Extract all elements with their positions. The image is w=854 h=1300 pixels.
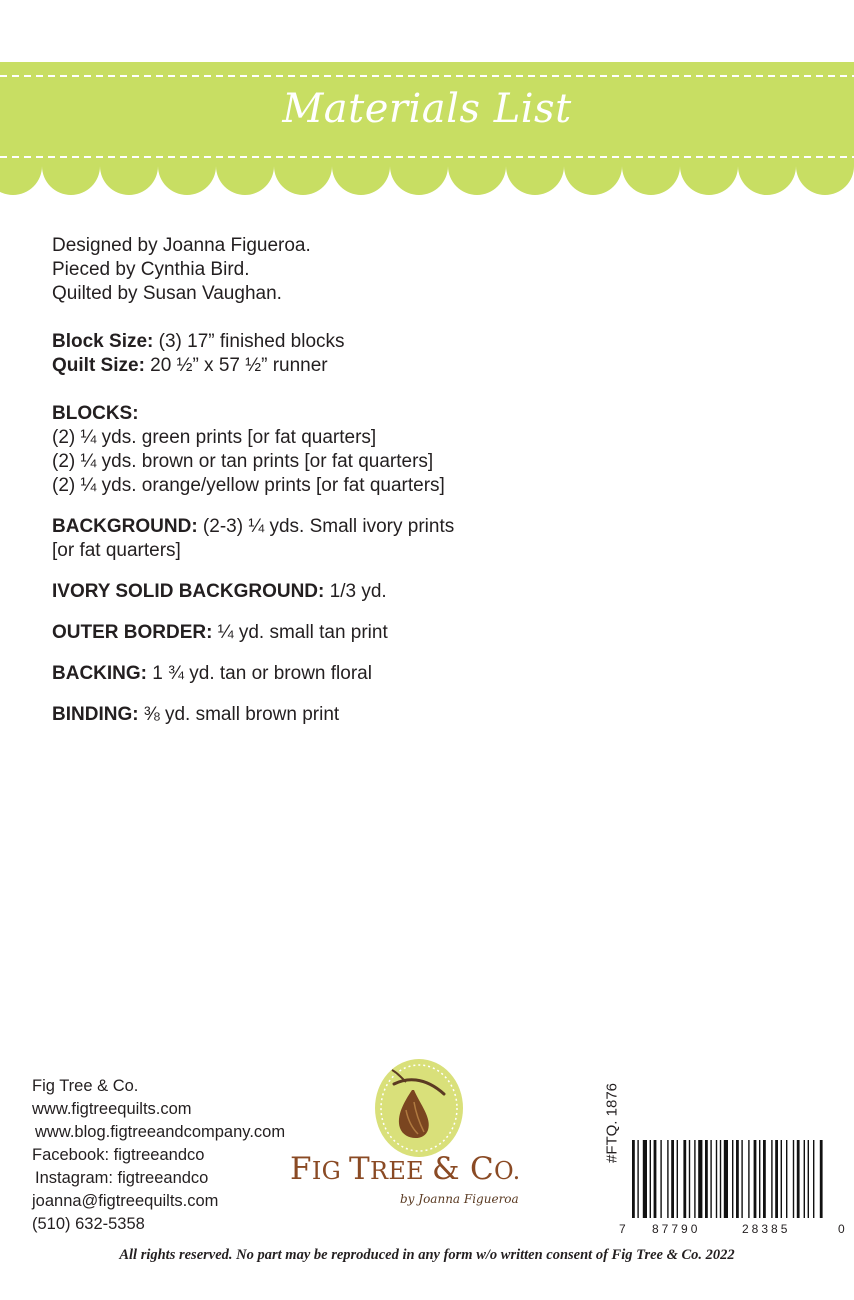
page-title: Materials List	[282, 86, 572, 132]
barcode-bar	[771, 1140, 772, 1218]
binding-value: ⅜ yd. small brown print	[138, 704, 340, 725]
background-line-2: [or fat quarters]	[52, 540, 181, 561]
quilter-credit: Quilted by Susan Vaughan.	[52, 283, 282, 304]
barcode-bar	[689, 1140, 690, 1218]
ivory-value: 1/3 yd.	[324, 581, 387, 602]
barcode-bar	[759, 1140, 760, 1218]
piecer-credit: Pieced by Cynthia Bird.	[52, 259, 250, 280]
brand-tagline: by Joanna Figueroa	[400, 1192, 519, 1206]
barcode-digits-1: 87790	[652, 1222, 701, 1236]
barcode-bar	[748, 1140, 749, 1218]
website-link[interactable]: www.figtreequilts.com	[32, 1100, 192, 1118]
brand-logo	[290, 1058, 570, 1208]
block-size-label: Block Size:	[52, 331, 154, 352]
outer-border-label: OUTER BORDER:	[52, 622, 213, 643]
barcode-bar	[632, 1140, 635, 1218]
barcode-bar	[698, 1140, 702, 1218]
barcode-bar	[667, 1140, 668, 1218]
outer-border-line	[52, 621, 752, 645]
barcode-bar	[694, 1140, 695, 1218]
instagram-handle: Instagram: figtreeandco	[35, 1169, 209, 1187]
barcode-bar	[736, 1140, 739, 1218]
barcode-bar	[671, 1140, 674, 1218]
contact-info	[32, 1075, 285, 1236]
barcode-digit-left: 7	[619, 1222, 626, 1236]
materials-content	[52, 234, 752, 727]
barcode-bar	[797, 1140, 800, 1218]
barcode-bar	[754, 1140, 757, 1218]
background-value: (2-3) ¼ yds. Small ivory prints	[197, 516, 455, 537]
company-name: Fig Tree & Co.	[32, 1077, 139, 1095]
barcode-digit-right: 0	[838, 1222, 845, 1236]
backing-value: 1 ¾ yd. tan or brown floral	[147, 663, 372, 684]
barcode-bar	[637, 1140, 638, 1218]
barcode-bar	[741, 1140, 742, 1218]
barcode-bar	[786, 1140, 787, 1218]
barcode-bar	[660, 1140, 661, 1218]
binding-label: BINDING:	[52, 704, 139, 725]
outer-border-value: ¼ yd. small tan print	[212, 622, 388, 643]
ivory-label: IVORY SOLID BACKGROUND:	[52, 581, 325, 602]
ivory-line	[52, 580, 752, 604]
barcode-bar	[763, 1140, 766, 1218]
block-size-line	[52, 330, 752, 354]
blocks-heading: BLOCKS:	[52, 403, 139, 424]
blocks-item: (2) ¼ yds. brown or tan prints [or fat quarters]	[52, 451, 434, 472]
quilt-size-value: 20 ½” x 57 ½” runner	[144, 355, 328, 376]
barcode-bar	[650, 1140, 651, 1218]
fig-icon	[374, 1058, 464, 1158]
quilt-size-line	[52, 354, 752, 378]
designer-credit: Designed by Joanna Figueroa.	[52, 235, 311, 256]
barcode-bar	[820, 1140, 823, 1218]
barcode-bar	[781, 1140, 782, 1218]
barcode-bar	[724, 1140, 728, 1218]
binding-line	[52, 703, 752, 727]
barcode-bar	[808, 1140, 809, 1218]
barcode-bar	[705, 1140, 708, 1218]
barcode-bar	[793, 1140, 794, 1218]
barcode-bar	[720, 1140, 721, 1218]
block-size-value: (3) 17” finished blocks	[153, 331, 345, 352]
copyright-notice: All rights reserved. No part may be reproduced in any form w/o written consent of Fig Tree & Co. 2022	[119, 1247, 735, 1263]
barcode-bar	[732, 1140, 733, 1218]
barcode-digits-2: 28385	[742, 1222, 791, 1236]
barcode-bar	[775, 1140, 778, 1218]
backing-label: BACKING:	[52, 663, 147, 684]
blog-link[interactable]: www.blog.figtreeandcompany.com	[35, 1123, 286, 1141]
barcode-bar	[677, 1140, 678, 1218]
barcode-bar	[654, 1140, 657, 1218]
barcode-bar	[716, 1140, 717, 1218]
blocks-item: (2) ¼ yds. orange/yellow prints [or fat quarters]	[52, 475, 445, 496]
barcode-bar	[643, 1140, 647, 1218]
barcode-bar	[683, 1140, 686, 1218]
background-label: BACKGROUND:	[52, 516, 198, 537]
quilt-size-label: Quilt Size:	[52, 355, 145, 376]
backing-line	[52, 662, 752, 686]
phone-number: (510) 632-5358	[32, 1215, 145, 1233]
background-line	[52, 515, 752, 539]
facebook-handle: Facebook: figtreeandco	[32, 1146, 205, 1164]
brand-name: FIG TREE & CO.	[290, 1151, 521, 1187]
barcode-bar	[710, 1140, 711, 1218]
email-link[interactable]: joanna@figtreequilts.com	[32, 1192, 219, 1210]
barcode-bar	[804, 1140, 805, 1218]
barcode-bar	[813, 1140, 814, 1218]
blocks-item: (2) ¼ yds. green prints [or fat quarters]	[52, 427, 377, 448]
